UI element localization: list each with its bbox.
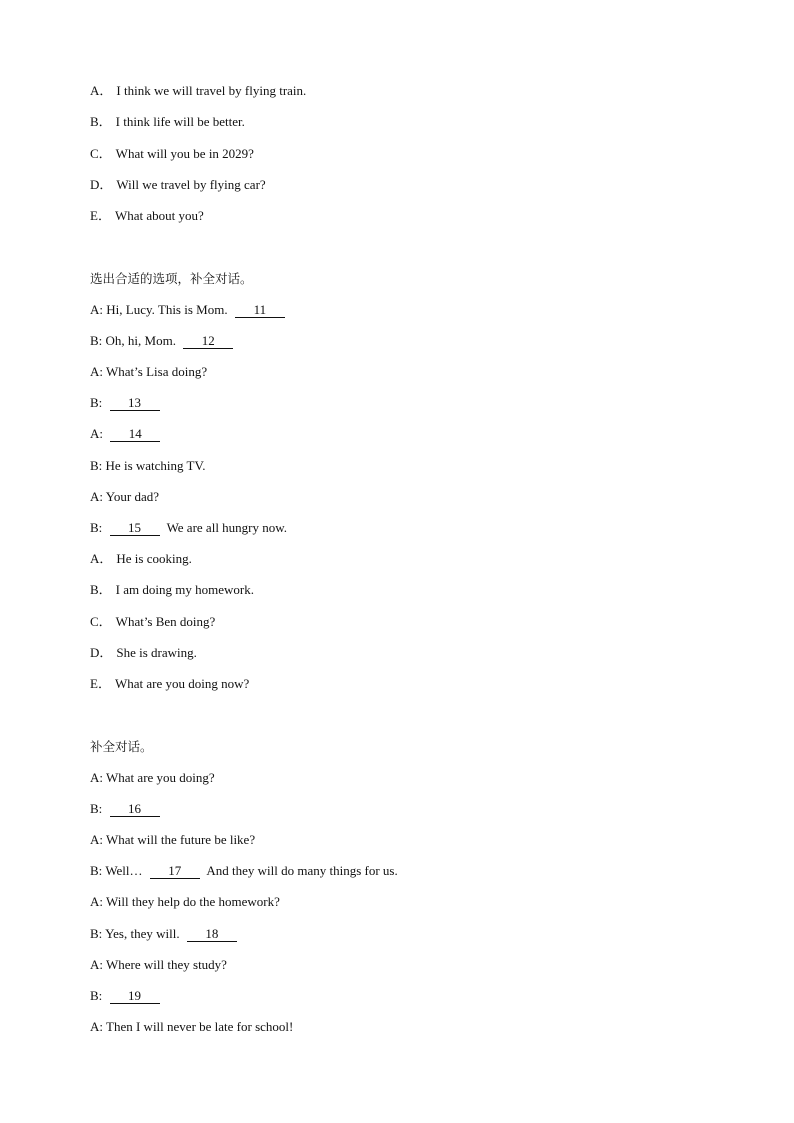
answer-blank[interactable]: 15	[110, 520, 160, 536]
option-text: I think life will be better.	[115, 114, 245, 129]
speaker-label: A:	[90, 364, 103, 379]
option-letter: B．	[90, 582, 112, 597]
option-text: I think we will travel by flying train.	[116, 83, 307, 98]
speaker-label: B:	[90, 926, 103, 941]
option-c	[90, 613, 215, 631]
speaker-label: B:	[90, 988, 103, 1003]
option-letter: D．	[90, 177, 113, 192]
option-text: What are you doing now?	[114, 676, 250, 691]
speaker-label: A:	[90, 426, 103, 441]
dialogue-text: Will they help do the homework?	[106, 894, 280, 909]
option-a	[90, 550, 192, 568]
dialogue-text: Then I will never be late for school!	[106, 1019, 294, 1034]
option-text: She is drawing.	[116, 645, 197, 660]
option-letter: A．	[90, 551, 113, 566]
dialogue-text: Oh, hi, Mom.	[105, 333, 176, 348]
dialogue-text: What are you doing?	[106, 770, 215, 785]
option-b	[90, 581, 254, 599]
section-instruction: 补全对话。	[90, 739, 153, 754]
dialogue-text: And they will do many things for us.	[206, 863, 398, 878]
option-a	[90, 82, 306, 100]
speaker-label: A:	[90, 770, 103, 785]
answer-blank[interactable]: 11	[235, 302, 285, 318]
dialogue-line	[90, 925, 241, 943]
answer-blank[interactable]: 18	[187, 926, 237, 942]
dialogue-line	[90, 831, 255, 849]
dialogue-text: Your dad?	[105, 489, 159, 504]
dialogue-line	[90, 488, 159, 506]
speaker-label: A:	[90, 489, 103, 504]
speaker-label: B:	[90, 333, 103, 348]
dialogue-text: What’s Lisa doing?	[106, 364, 208, 379]
dialogue-line	[90, 332, 237, 350]
option-text: What’s Ben doing?	[115, 614, 216, 629]
option-text: He is cooking.	[116, 551, 192, 566]
option-b	[90, 113, 245, 131]
option-letter: E．	[90, 676, 111, 691]
dialogue-line	[90, 1018, 293, 1036]
answer-blank[interactable]: 19	[110, 988, 160, 1004]
speaker-label: B:	[90, 520, 103, 535]
speaker-label: B:	[90, 458, 103, 473]
option-letter: D．	[90, 645, 113, 660]
option-e	[90, 675, 249, 693]
dialogue-text: He is watching TV.	[105, 458, 206, 473]
option-text: What will you be in 2029?	[115, 146, 254, 161]
dialogue-line	[90, 800, 164, 818]
answer-blank[interactable]: 16	[110, 801, 160, 817]
speaker-label: A:	[90, 302, 103, 317]
option-e	[90, 207, 204, 225]
dialogue-text: Where will they study?	[106, 957, 227, 972]
dialogue-line	[90, 862, 398, 880]
dialogue-line	[90, 769, 215, 787]
dialogue-line	[90, 457, 205, 475]
dialogue-text: Well…	[105, 863, 143, 878]
speaker-label: B:	[90, 801, 103, 816]
dialogue-text: What will the future be like?	[106, 832, 256, 847]
dialogue-line	[90, 956, 227, 974]
speaker-label: A:	[90, 1019, 103, 1034]
option-text: What about you?	[114, 208, 204, 223]
option-d	[90, 644, 197, 662]
speaker-label: B:	[90, 395, 103, 410]
answer-blank[interactable]: 17	[150, 863, 200, 879]
option-letter: C．	[90, 146, 112, 161]
answer-blank[interactable]: 14	[110, 426, 160, 442]
option-d	[90, 176, 266, 194]
dialogue-line	[90, 519, 287, 537]
option-c	[90, 145, 254, 163]
dialogue-line	[90, 363, 207, 381]
option-text: Will we travel by flying car?	[116, 177, 266, 192]
dialogue-line	[90, 301, 289, 319]
section-instruction: 选出合适的选项，补全对话。	[90, 271, 253, 286]
option-letter: E．	[90, 208, 111, 223]
speaker-label: B:	[90, 863, 103, 878]
dialogue-text: We are all hungry now.	[166, 520, 288, 535]
answer-blank[interactable]: 13	[110, 395, 160, 411]
dialogue-line	[90, 987, 164, 1005]
dialogue-line	[90, 893, 280, 911]
dialogue-line	[90, 394, 164, 412]
speaker-label: A:	[90, 832, 103, 847]
speaker-label: A:	[90, 894, 103, 909]
option-text: I am doing my homework.	[115, 582, 254, 597]
dialogue-text: Yes, they will.	[105, 926, 180, 941]
option-letter: C．	[90, 614, 112, 629]
option-letter: A．	[90, 83, 113, 98]
option-letter: B．	[90, 114, 112, 129]
dialogue-line	[90, 425, 164, 443]
speaker-label: A:	[90, 957, 103, 972]
answer-blank[interactable]: 12	[183, 333, 233, 349]
dialogue-text: Hi, Lucy. This is Mom.	[106, 302, 228, 317]
